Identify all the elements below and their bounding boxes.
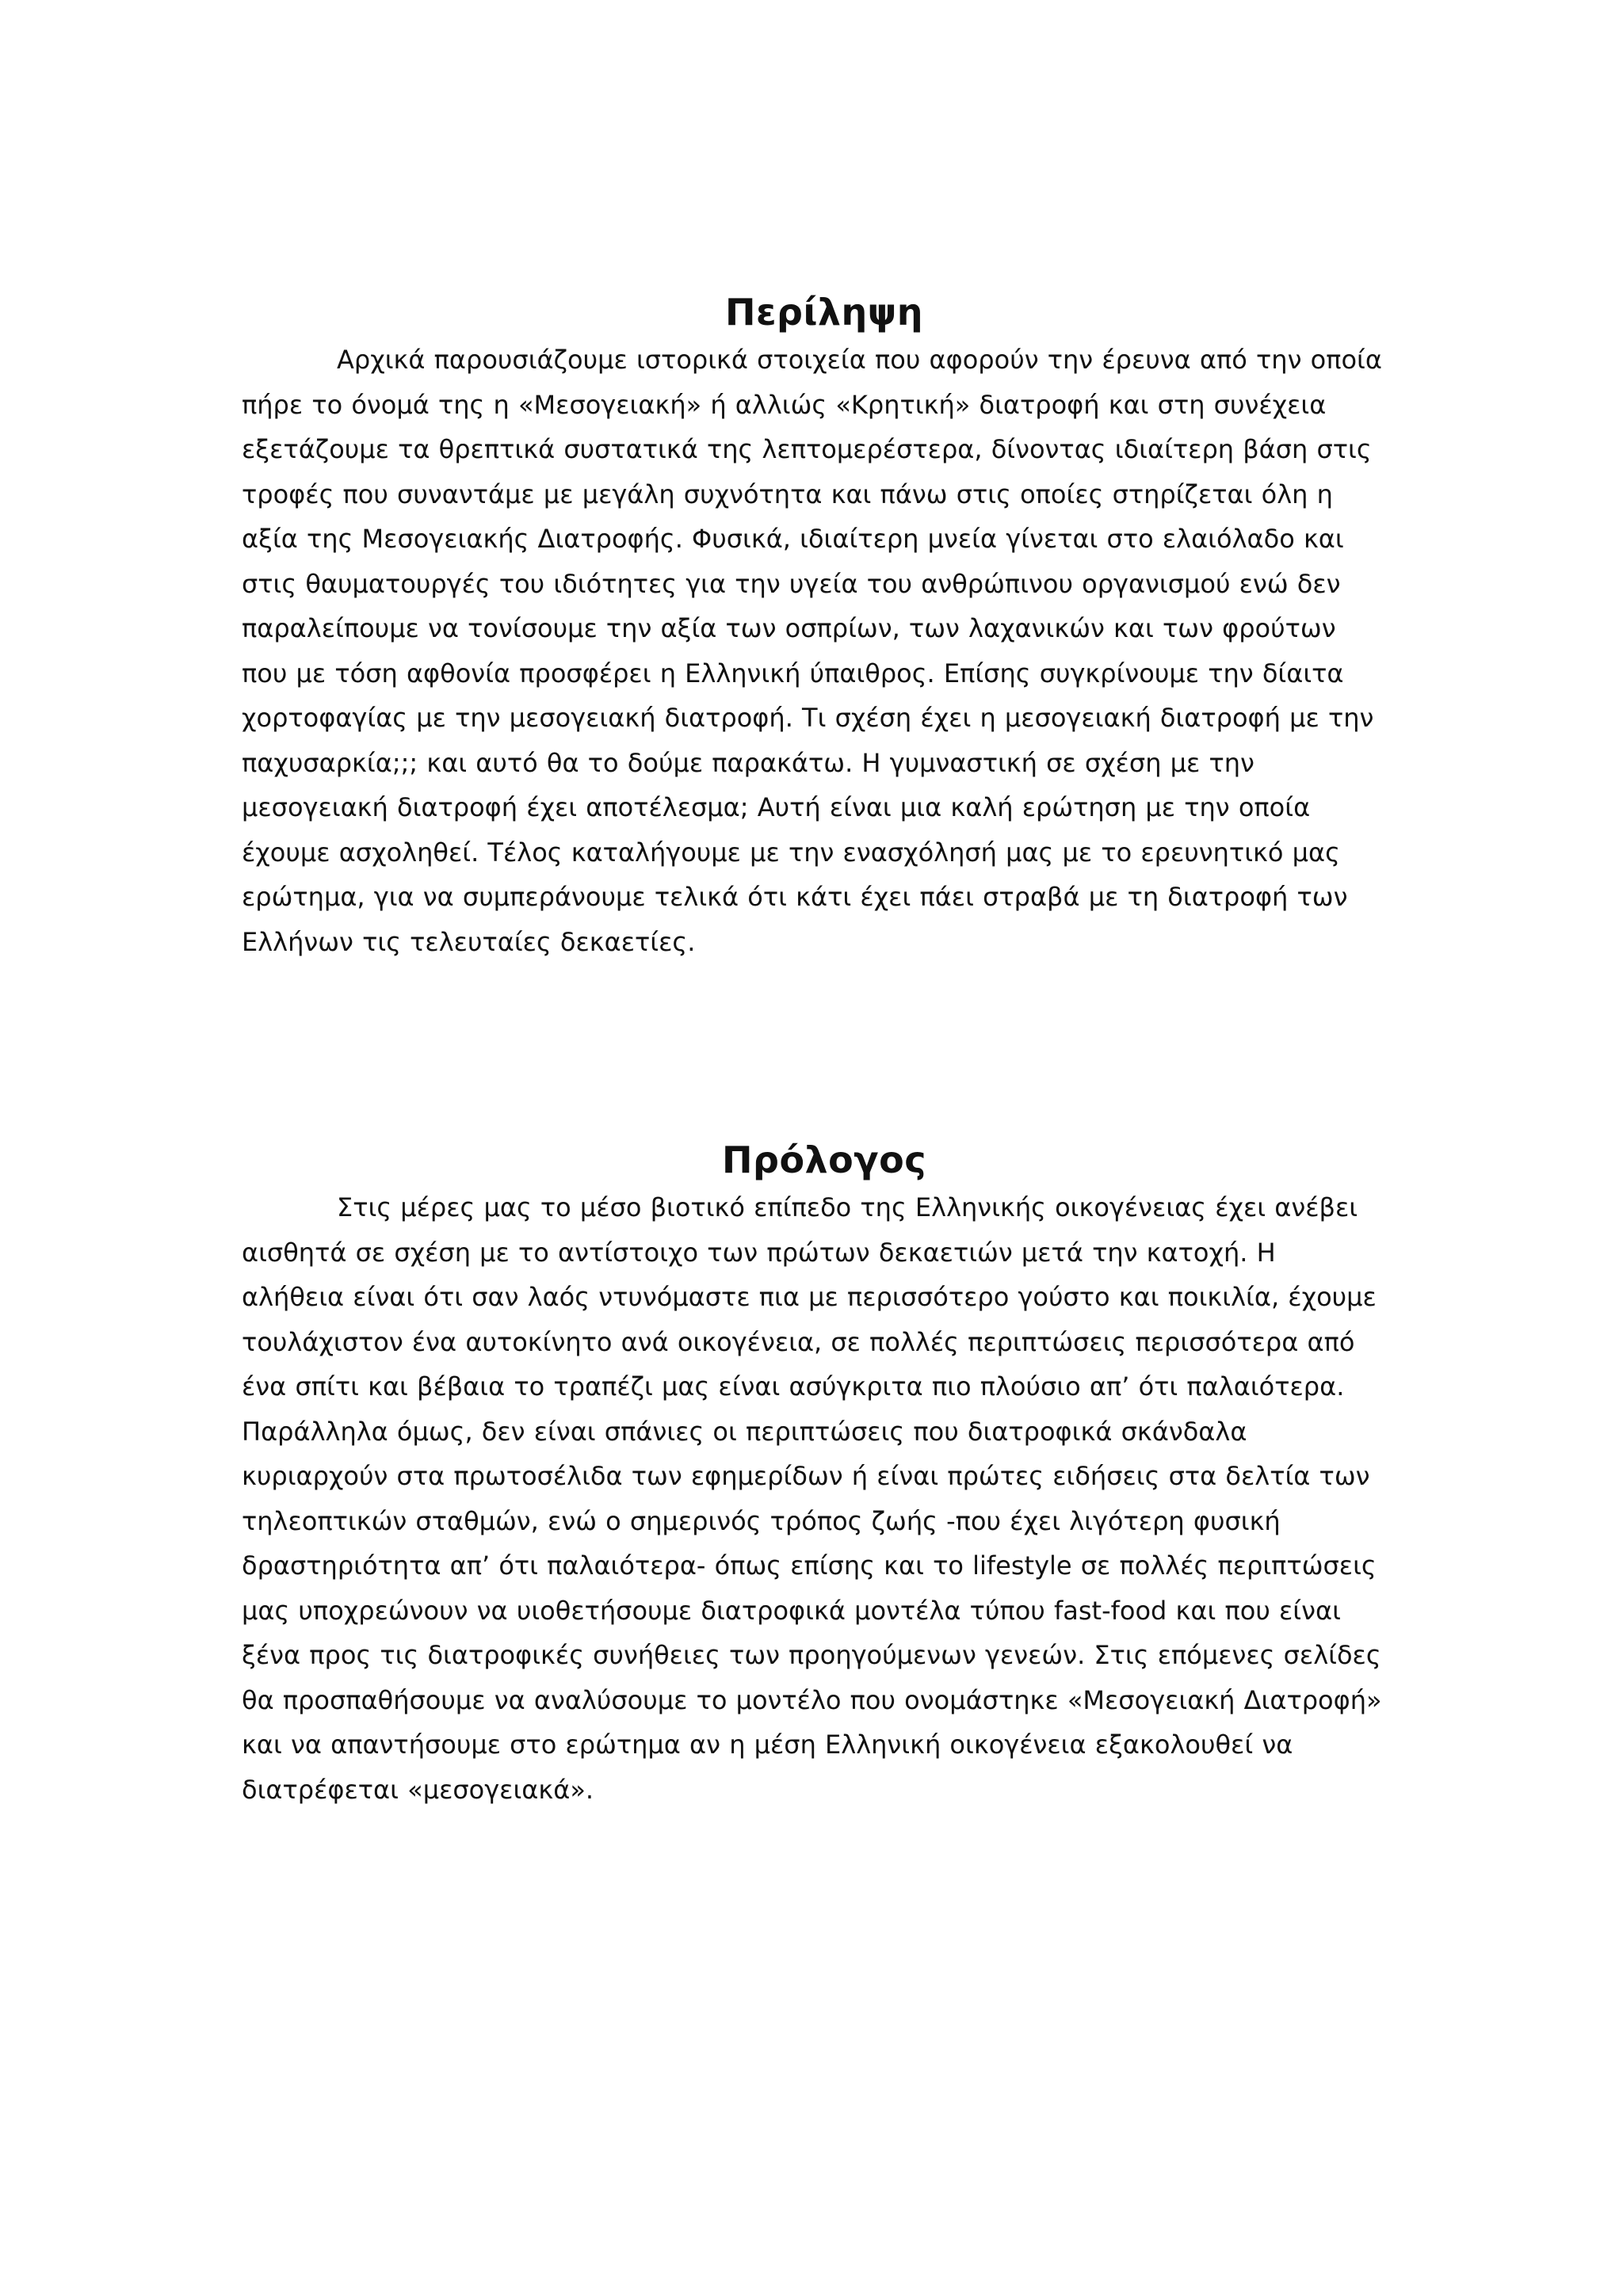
summary-paragraph: Αρχικά παρουσιάζουμε ιστορικά στοιχεία που αφορούν την έρευνα από την οποία πήρε το όνομά της η «Μεσογειακή» ή αλλιώς «Κρητική» διατροφή και στη συνέχεια εξετάζουμε τα θρεπτικά συστατικά της λεπτομερέστερα, δίνοντας ιδιαίτερη βάση στις τροφές που συναντάμε με μεγάλη συχνότητα και πάνω στις οποίες στηρίζεται όλη η αξία της Μεσογειακής Διατροφής. Φυσικά, ιδιαίτερη μνεία γίνεται στο ελαιόλαδο και στις θαυματουργές του ιδιότητες για την υγεία του ανθρώπινου οργανισμού ενώ δεν παραλείπουμε να τονίσουμε την αξία των οσπρίων, των λαχανικών και των φρούτων που με τόση αφθονία προσφέρει η Ελληνική ύπαιθρος. Επίσης συγκρίνουμε την δίαιτα χορτοφαγίας με την μεσογειακή διατροφή. Τι σχέση έχει η μεσογειακή διατροφή με την παχυσαρκία;;; και αυτό θα το δούμε παρακάτω. Η γυμναστική σε σχέση με την μεσογειακή διατροφή έχει αποτέλεσμα; Αυτή είναι μια καλή ερώτηση με την οποία έχουμε ασχοληθεί. Τέλος καταλήγουμε με την ενασχόλησή μας με το ερευνητικό μας ερώτημα, για να συμπεράνουμε τελικά ότι κάτι έχει πάει στραβά με τη διατροφή των Ελλήνων τις τελευταίες δεκαετίες. <box>242 345 1382 957</box>
summary-section <box>242 287 1383 964</box>
prologue-section <box>242 1135 1383 1812</box>
prologue-paragraph: Στις μέρες μας το μέσο βιοτικό επίπεδο της Ελληνικής οικογένειας έχει ανέβει αισθητά σε σχέση με το αντίστοιχο των πρώτων δεκαετιών μετά την κατοχή. Η αλήθεια είναι ότι σαν λαός ντυνόμαστε πια με περισσότερο γούστο και ποικιλία, έχουμε τουλάχιστον ένα αυτοκίνητο ανά οικογένεια, σε πολλές περιπτώσεις περισσότερα από ένα σπίτι και βέβαια το τραπέζι μας είναι ασύγκριτα πιο πλούσιο απ’ ότι παλαιότερα. Παράλληλα όμως, δεν είναι σπάνιες οι περιπτώσεις που διατροφικά σκάνδαλα κυριαρχούν στα πρωτοσέλιδα των εφημερίδων ή είναι πρώτες ειδήσεις στα δελτία των τηλεοπτικών σταθμών, ενώ ο σημερινός τρόπος ζωής -που έχει λιγότερη φυσική δραστηριότητα απ’ ότι παλαιότερα- όπως επίσης και το lifestyle σε πολλές περιπτώσεις μας υποχρεώνουν να υιοθετήσουμε διατροφικά μοντέλα τύπου fast-food και που είναι ξένα προς τις διατροφικές συνήθειες των προηγούμενων γενεών. Στις επόμενες σελίδες θα προσπαθήσουμε να αναλύσουμε το μοντέλο που ονομάστηκε «Μεσογειακή Διατροφή» και να απαντήσουμε στο ερώτημα αν η μέση Ελληνική οικογένεια εξακολουθεί να διατρέφεται «μεσογειακά». <box>242 1192 1382 1805</box>
summary-heading: Περίληψη <box>724 291 924 334</box>
prologue-heading: Πρόλογος <box>722 1138 926 1181</box>
